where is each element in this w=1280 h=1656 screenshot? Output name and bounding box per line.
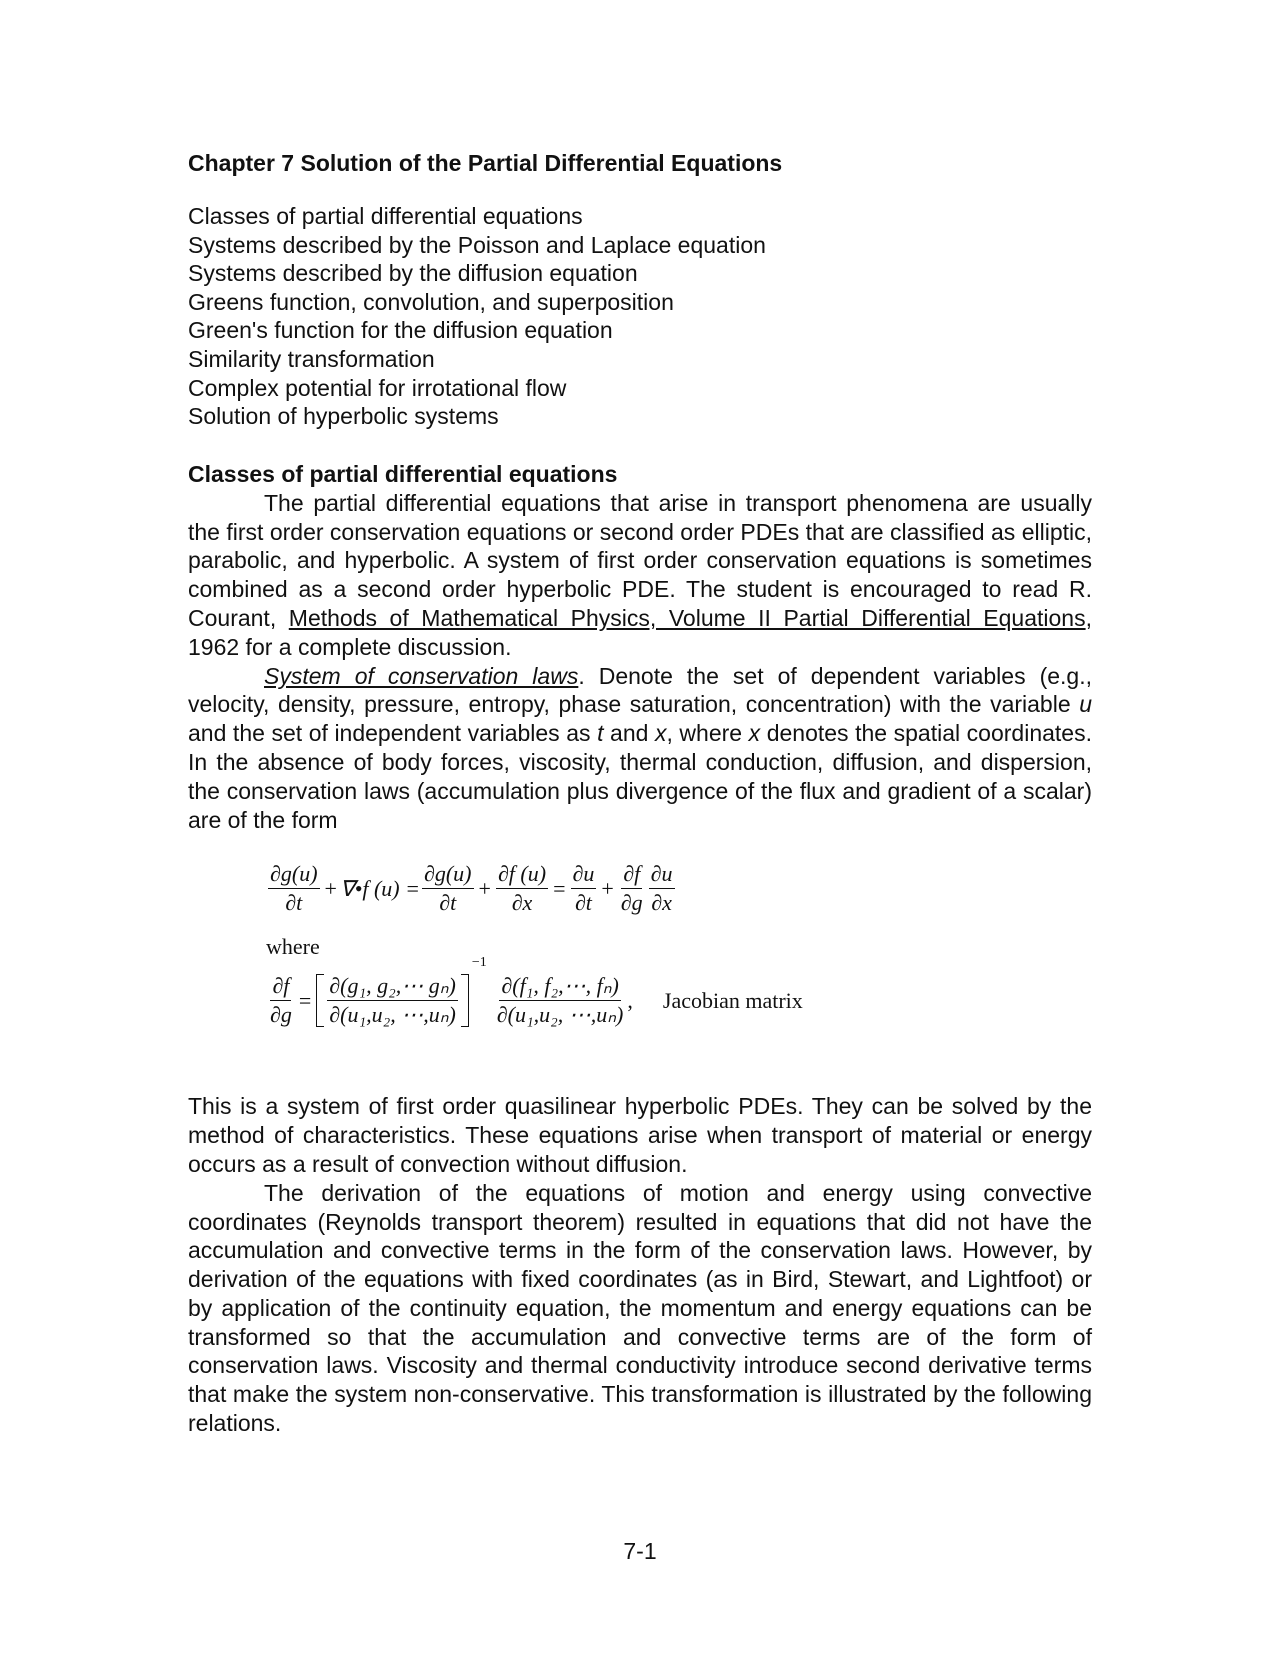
toc-item: Classes of partial differential equations (188, 203, 583, 229)
toc-item: Systems described by the Poisson and Laplace equation (188, 231, 766, 258)
jacobian-equation: $\frac{\partial f}{\partial g}$ = $\frac{\text{∂(g₁, g₂,⋯ gₙ)}}{\text{∂(u₁,u₂, ⋯,uₙ)}}$ $^{-1}$ $\frac{\text{∂(f₁, f₂,⋯, fₙ)}}{\text{∂(u₁,u₂, ⋯,uₙ)}}$ , Jacobian matrix (270, 954, 803, 1028)
paragraph-conservation-laws: System of conservation laws. Denote the set of dependent variables (e.g., velocity, density, pressure, entropy, phase saturation, concentration) with the variable u and the set of independent variables as t and x, where x denotes the spatial coordinates. In the absence of body forces, viscosity, thermal conduction, diffusion, and dispersion, the conservation laws (accumulation plus divergence of the flux and gradient of a scalar) are of the form (188, 662, 1092, 833)
jacobian-label: Jacobian matrix (662, 987, 803, 1013)
conservation-law-equation: $\frac{\partial g(u)}{\partial t}$ + ∇•f (u) = $\frac{\partial g(u)}{\partial t}$ + $\frac{\partial f (u)}{\partial x}$ = $\frac{\partial u}{\partial t}$ + $\frac{\partial f}{\partial g}$ $\frac{\partial u}{\partial x}$ (270, 861, 673, 916)
toc-item: Systems described by the diffusion equation (188, 260, 638, 287)
toc-item: Complex potential for irrotational flow (188, 374, 567, 401)
table-of-contents (188, 202, 1092, 431)
page-number: 7-1 (623, 1538, 657, 1564)
paragraph-intro: The partial differential equations that arise in transport phenomena are usually the first order conservation equations or second order PDEs that are classified as elliptic, parabolic, and hyperbolic. A system of first order conservation equations is sometimes combined as a second order hyperbolic PDE. The student is encouraged to read R. Courant, Methods of Mathematical Physics, Volume II Partial Differential Equations, 1962 for a complete discussion. (188, 489, 1092, 660)
subsection-heading: System of conservation laws (264, 662, 579, 689)
equation-block (266, 862, 1092, 1074)
paragraph-hyperbolic: This is a system of first order quasilinear hyperbolic PDEs. They can be solved by the method of characteristics. These equations arise when transport of material or energy occurs as a result of convection without diffusion. (188, 1093, 1092, 1177)
where-label: where (266, 934, 320, 960)
matrix-bracket: $\frac{\text{∂(g₁, g₂,⋯ gₙ)}}{\text{∂(u₁,u₂, ⋯,uₙ)}}$ (316, 974, 469, 1027)
toc-item: Green's function for the diffusion equation (188, 317, 613, 344)
toc-item: Greens function, convolution, and superposition (188, 288, 674, 315)
toc-item: Solution of hyperbolic systems (188, 403, 499, 430)
toc-item: Similarity transformation (188, 345, 435, 372)
section-heading: Classes of partial differential equations (188, 460, 618, 487)
document-page (188, 148, 1092, 1438)
chapter-title: Chapter 7 Solution of the Partial Differential Equations (188, 150, 783, 176)
book-reference: Methods of Mathematical Physics, Volume II Partial Differential Equations (288, 604, 1086, 631)
paragraph-derivation: The derivation of the equations of motion and energy using convective coordinates (Reynolds transport theorem) resulted in equations that did not have the accumulation and convective terms in the form of the conservation laws. However, by derivation of the equations with fixed coordinates (as in Bird, Stewart, and Lightfoot) or by application of the continuity equation, the momentum and energy equations can be transformed so that the accumulation and convective terms are of the form of conservation laws. Viscosity and thermal conductivity introduce second derivative terms that make the system non-conservative. This transformation is illustrated by the following relations. (188, 1179, 1092, 1437)
